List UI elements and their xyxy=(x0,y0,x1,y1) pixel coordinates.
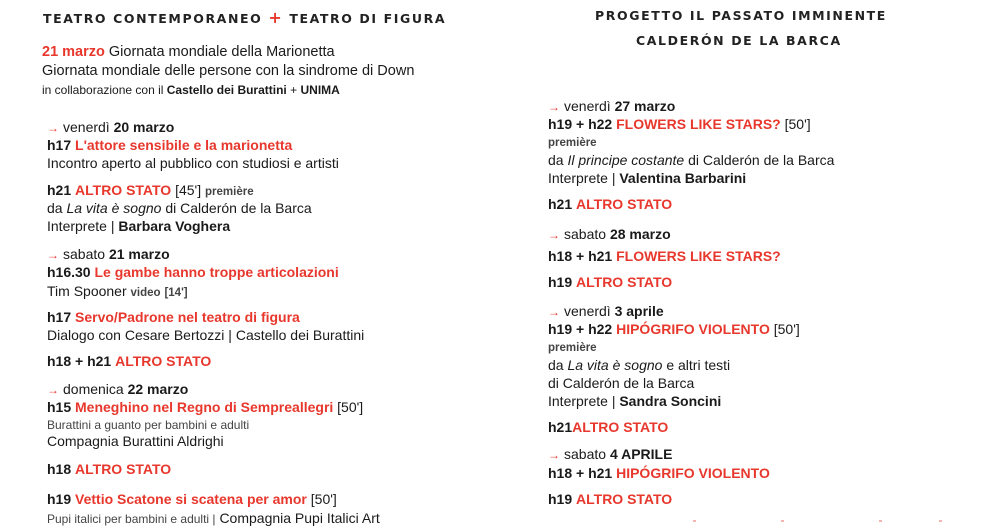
event-time: h21 xyxy=(47,182,72,198)
day-heading xyxy=(47,119,174,137)
source-prefix: da xyxy=(548,152,564,168)
event-time: h21 xyxy=(548,419,573,435)
header-part1: TEATRO CONTEMPORANEO xyxy=(43,11,263,26)
media-kind: video xyxy=(130,287,161,299)
intro-date: 21 marzo xyxy=(42,44,105,60)
event-title: Servo/Padrone nel teatro di figura xyxy=(75,309,300,325)
event-title: FLOWERS LIKE STARS? xyxy=(616,116,781,132)
event-row xyxy=(47,491,337,508)
event-title: ALTRO STATO xyxy=(75,461,172,477)
event-person-row xyxy=(47,283,188,302)
source-suffix: di Calderón de la Barca xyxy=(165,200,312,216)
event-title: Le gambe hanno troppe articolazioni xyxy=(94,264,339,280)
performer-name: Sandra Soncini xyxy=(619,393,722,409)
arrow-right-icon: → xyxy=(47,248,59,262)
event-title: FLOWERS LIKE STARS? xyxy=(616,248,781,264)
event-title: L'attore sensibile e la marionetta xyxy=(75,137,293,153)
event-time: h16.30 xyxy=(47,264,91,280)
event-desc-row xyxy=(47,510,380,528)
event-title: ALTRO STATO xyxy=(576,274,673,290)
event-row xyxy=(548,465,770,482)
day-date: 3 aprile xyxy=(614,303,664,319)
event-duration: [50'] xyxy=(784,116,811,132)
event-source xyxy=(548,152,834,169)
event-time: h19 + h22 xyxy=(548,321,613,337)
performer-label: Interprete | xyxy=(548,170,616,186)
day-date: 22 marzo xyxy=(127,381,189,397)
event-row xyxy=(47,137,292,154)
collab-partner-1: Castello dei Burattini xyxy=(166,83,287,97)
arrow-right-icon: → xyxy=(47,121,59,135)
arrow-right-icon: → xyxy=(548,448,560,462)
day-heading xyxy=(548,446,672,464)
event-row xyxy=(548,321,800,338)
desc-text: Cesare Bertozzi | Castello dei Burattini xyxy=(124,327,365,343)
event-company: Compagnia Burattini Aldrighi xyxy=(47,433,224,449)
weekday: domenica xyxy=(63,381,124,397)
plus-sign: + xyxy=(268,8,284,27)
weekday: sabato xyxy=(564,226,607,242)
performer-label: Interprete | xyxy=(548,393,616,409)
event-duration: [50'] xyxy=(310,491,337,507)
cutoff-mark xyxy=(693,520,696,522)
event-desc: Pupi italici per bambini e adulti | xyxy=(47,512,216,526)
day-date: 4 APRILE xyxy=(609,446,673,462)
source-work: La vita è sogno xyxy=(66,200,162,216)
event-row xyxy=(47,461,171,478)
cutoff-mark xyxy=(939,520,942,522)
premiere-label: première xyxy=(548,342,597,354)
event-title: ALTRO STATO xyxy=(115,353,212,369)
event-title: ALTRO STATO xyxy=(576,491,673,507)
day-date: 21 marzo xyxy=(108,246,170,262)
intro-collab xyxy=(42,82,340,99)
arrow-right-icon: → xyxy=(548,305,560,319)
desc-prefix: Dialogo con xyxy=(47,327,121,343)
intro-line-1 xyxy=(42,44,335,61)
day-date: 28 marzo xyxy=(609,226,671,242)
event-row xyxy=(47,309,300,326)
event-row xyxy=(548,116,811,133)
source-work: Il principe costante xyxy=(567,152,685,168)
collab-partner-2: UNIMA xyxy=(300,83,340,97)
event-time: h19 xyxy=(548,274,573,290)
day-date: 20 marzo xyxy=(113,119,175,135)
event-desc: Incontro aperto al pubblico con studiosi e artisti xyxy=(47,155,339,171)
weekday: venerdì xyxy=(63,119,110,135)
premiere-label: première xyxy=(205,186,254,198)
event-duration: [14'] xyxy=(164,287,188,299)
weekday: sabato xyxy=(63,246,106,262)
performer-name: Valentina Barbarini xyxy=(619,170,747,186)
source-prefix: da xyxy=(548,357,564,373)
event-row xyxy=(47,353,211,370)
event-row xyxy=(548,196,672,213)
event-time: h18 + h21 xyxy=(47,353,112,369)
event-row xyxy=(548,274,672,291)
right-header-line-2: CALDERÓN DE LA BARCA xyxy=(636,33,842,48)
day-heading xyxy=(548,98,675,116)
event-title: Vettio Scatone si scatena per amor xyxy=(75,491,307,507)
event-source xyxy=(47,200,312,217)
header-part2: TEATRO DI FIGURA xyxy=(289,11,447,26)
event-time: h18 xyxy=(47,461,72,477)
event-company: Compagnia Pupi Italici Art xyxy=(219,510,380,526)
event-time: h18 + h21 xyxy=(548,465,613,481)
event-desc xyxy=(47,327,364,344)
left-section-header xyxy=(43,8,446,27)
weekday: venerdì xyxy=(564,98,611,114)
weekday: sabato xyxy=(564,446,607,462)
event-title: HIPÓGRIFO VIOLENTO xyxy=(616,321,770,337)
day-heading xyxy=(47,246,170,264)
source-suffix: e altri testi xyxy=(666,357,731,373)
intro-title-1: Giornata mondiale della Marionetta xyxy=(108,44,335,60)
event-row xyxy=(548,491,672,508)
source-prefix: da xyxy=(47,200,63,216)
event-title: HIPÓGRIFO VIOLENTO xyxy=(616,465,770,481)
arrow-right-icon: → xyxy=(548,228,560,242)
event-time: h19 xyxy=(47,491,72,507)
event-time: h17 xyxy=(47,137,72,153)
event-row xyxy=(548,419,668,436)
person-name: Tim Spooner xyxy=(47,283,127,299)
event-time: h19 xyxy=(548,491,573,507)
collab-plus: + xyxy=(290,83,298,97)
day-heading xyxy=(47,381,188,399)
event-source xyxy=(548,357,730,374)
source-work: La vita è sogno xyxy=(567,357,663,373)
event-time: h19 + h22 xyxy=(548,116,613,132)
event-time: h18 + h21 xyxy=(548,248,613,264)
source-suffix: di Calderón de la Barca xyxy=(688,152,835,168)
performer-label: Interprete | xyxy=(47,218,115,234)
event-duration: [50'] xyxy=(337,399,364,415)
event-duration: [45'] xyxy=(175,182,202,198)
weekday: venerdì xyxy=(564,303,611,319)
event-performer xyxy=(548,393,721,410)
event-title: Meneghino nel Regno di Sempreallegri xyxy=(75,399,334,415)
event-title: ALTRO STATO xyxy=(572,419,669,435)
event-title: ALTRO STATO xyxy=(576,196,673,212)
cutoff-mark xyxy=(781,520,784,522)
event-row xyxy=(47,399,363,416)
event-row xyxy=(47,264,339,281)
arrow-right-icon: → xyxy=(47,383,59,397)
event-time: h17 xyxy=(47,309,72,325)
event-time: h21 xyxy=(548,196,573,212)
event-desc: Burattini a guanto per bambini e adulti xyxy=(47,418,250,432)
intro-title-2: Giornata mondiale delle persone con la sindrome di Down xyxy=(42,63,415,79)
event-row xyxy=(47,182,254,201)
performer-name: Barbara Voghera xyxy=(118,218,231,234)
day-heading xyxy=(548,226,671,244)
event-time: h15 xyxy=(47,399,72,415)
day-date: 27 marzo xyxy=(614,98,676,114)
event-row xyxy=(548,248,781,265)
premiere-label: première xyxy=(548,137,597,149)
event-source-line-2: di Calderón de la Barca xyxy=(548,375,695,391)
arrow-right-icon: → xyxy=(548,100,560,114)
cutoff-mark xyxy=(879,520,882,522)
event-performer xyxy=(47,218,230,235)
collab-prefix: in collaborazione con il xyxy=(42,83,164,97)
event-duration: [50'] xyxy=(773,321,800,337)
event-performer xyxy=(548,170,746,187)
right-header-line-1: PROGETTO IL PASSATO IMMINENTE xyxy=(595,8,887,23)
event-title: ALTRO STATO xyxy=(75,182,172,198)
day-heading xyxy=(548,303,664,321)
